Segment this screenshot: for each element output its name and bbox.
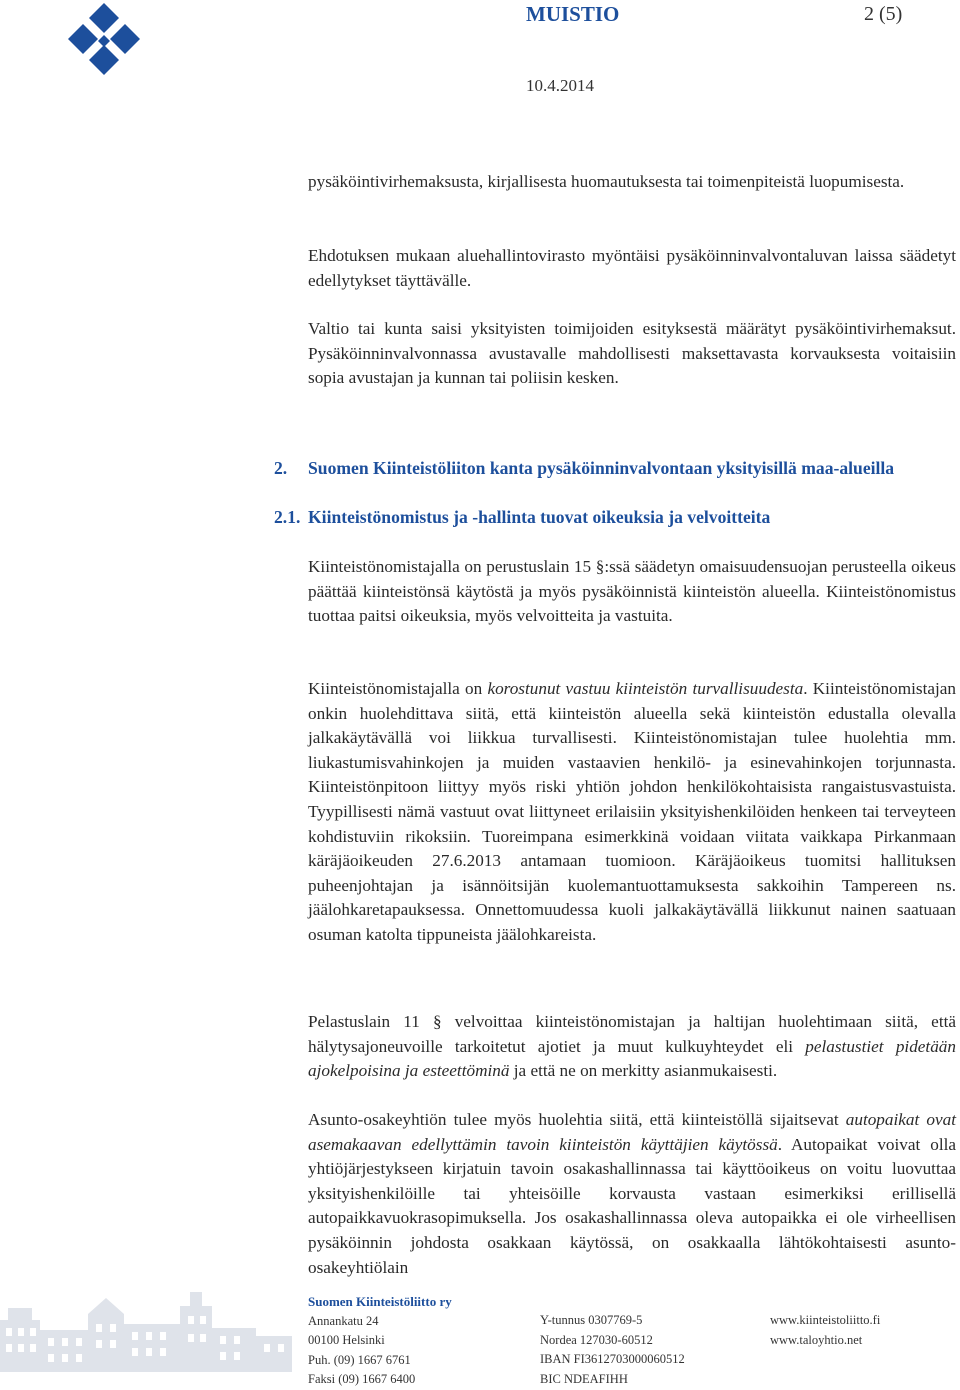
subsection-title: Kiinteistönomistus ja -hallinta tuovat oikeuksia ja velvoitteita — [308, 507, 771, 527]
footer-website-link-2[interactable]: www.taloyhtio.net — [770, 1332, 863, 1347]
footer-org-name: Suomen Kiinteistöliitto ry — [308, 1294, 452, 1309]
paragraph-5-emphasis: korostunut vastuu kiinteistön turvallisuudesta — [487, 679, 804, 698]
paragraph-1: pysäköintivirhemaksusta, kirjallisesta huomautuksesta tai toimenpiteistä luopumisesta. — [308, 172, 905, 191]
paragraph-6-emphasis: pelastustiet pidetään ajokelpoisina ja esteettöminä — [308, 1036, 956, 1081]
paragraph-7-rest: . Autopaikat voivat olla yhtiöjärjestykseen kirjatuin tavoin osakashallinnassa tai käyttöoikeus on voitu luovuttaa yksityishenkilöille tai yhteisöille korvausta vastaan esimerkiksi erillisellä autopaikkavuokrasopimuksella. Jos osakashallinnassa oleva autopaikka ei ole virheellisen pysäköinnin johdosta osakkaan käytössä, on osakkaalla lähtökohtaisesti asunto-osakeyhtiölain — [308, 1134, 957, 1277]
footer-web-block — [770, 1311, 950, 1350]
footer-website-link[interactable]: www.kiinteistoliitto.fi — [770, 1313, 881, 1327]
footer-postal: 00100 Helsinki — [308, 1333, 385, 1347]
paragraph-4: Kiinteistönomistajalla on perustuslain 15 §:ssä säädetyn omaisuudensuojan perusteella oikeus päättää kiinteistönsä käytöstä ja myös pysäköinnistä kiinteistön alueella. Kiinteistönomistus tuottaa paitsi oikeuksia, myös velvoitteita ja vastuita. — [308, 557, 956, 626]
footer-street: Annankatu 24 — [308, 1313, 379, 1328]
subsection-number: 2.1. — [274, 507, 301, 527]
footer-ytunnus: Y-tunnus 0307769-5 — [540, 1313, 643, 1327]
kiinteistoliitto-logo-icon — [62, 2, 146, 80]
paragraph-5-rest: . Kiinteistönomistajan onkin huolehdittava siitä, että kiinteistön alueella sekä kiinteistön edustalla olevalla jalkakäytävällä voi liikkua turvallisesti. Kiinteistönomistajan tulee huolehtia mm. liukastumisvahinkojen ja muiden vastaavien henkilö- ja esinevahinkojen torjunnasta. Kiinteistönpitoon liittyy myös riski yhtiön johdon henkilökohtaisista rangaistusvastuista. Tyypillisesti nämä vastuut ovat liittyneet erilaisiin yksityishenkilöiden henkeen tai terveyteen kohdistuviin rikoksiin. Tuoreimpana esimerkkinä voidaan viitata vaikkapa Pirkanmaan käräjäoikeuden 27.6.2013 antamaan tuomioon. Käräjäoikeus tuomitsi hallituksen puheenjohtajan ja isännöitsijän kuolemantuottamuksesta sakkoihin Tampereen ns. jäälohkaretapauksessa. Onnettomuudessa kuoli jalkakäytävällä liikkunut nainen saatuaan osuman katolta tippuneista jäälohkareista. — [308, 679, 956, 944]
section-heading-2 — [274, 458, 960, 479]
paragraph-5-start: Kiinteistönomistajalla on — [308, 679, 488, 698]
paragraph-7-start: Asunto-osakeyhtiön tulee myös huolehtia siitä, että kiinteistöllä sijaitsevat — [308, 1110, 846, 1129]
footer-company-block — [540, 1311, 750, 1389]
building-skyline-icon — [0, 1284, 292, 1372]
footer-iban: IBAN FI3612703000060512 — [540, 1352, 685, 1366]
section-heading-2-1 — [274, 507, 960, 528]
paragraph-7 — [308, 1108, 956, 1280]
footer-fax: Faksi (09) 1667 6400 — [308, 1372, 416, 1386]
section-number: 2. — [274, 458, 288, 478]
document-date: 10.4.2014 — [526, 76, 594, 95]
paragraph-6-start: Pelastuslain 11 § velvoittaa kiinteistönomistajan ja haltijan huolehtimaan siitä, että hälytysajoneuvoille tarkoitetut ajotiet ja muut kulkuyhteydet eli — [308, 1012, 956, 1056]
section-title: Suomen Kiinteistöliiton kanta pysäköinninvalvontaan yksityisillä maa-alueilla — [308, 458, 895, 478]
footer-bank: Nordea 127030-60512 — [540, 1332, 653, 1347]
footer-address-block — [308, 1292, 508, 1390]
page-number: 2 (5) — [864, 3, 903, 25]
paragraph-3: Valtio tai kunta saisi yksityisten toimijoiden esityksestä määrätyt pysäköintivirhemaksut. Pysäköinninvalvonnassa avustavalle mahdollisesti maksettavasta korvauksesta voitaisiin sopia avustajan ja kunnan tai poliisin kesken. — [308, 319, 956, 388]
footer-bic: BIC NDEAFIHH — [540, 1371, 628, 1386]
paragraph-5 — [308, 677, 956, 948]
paragraph-6 — [308, 1010, 956, 1084]
paragraph-2: Ehdotuksen mukaan aluehallintovirasto myöntäisi pysäköinninvalvontaluvan laissa säädetyt edellytykset täyttävälle. — [308, 246, 956, 290]
document-type: MUISTIO — [526, 2, 620, 26]
paragraph-7-emphasis: autopaikat ovat asemakaavan edellyttämin tavoin kiinteistön käyttäjien käytössä — [308, 1110, 956, 1154]
paragraph-6-rest: ja että ne on merkitty asianmukaisesti. — [509, 1061, 778, 1081]
footer-phone: Puh. (09) 1667 6761 — [308, 1352, 411, 1367]
